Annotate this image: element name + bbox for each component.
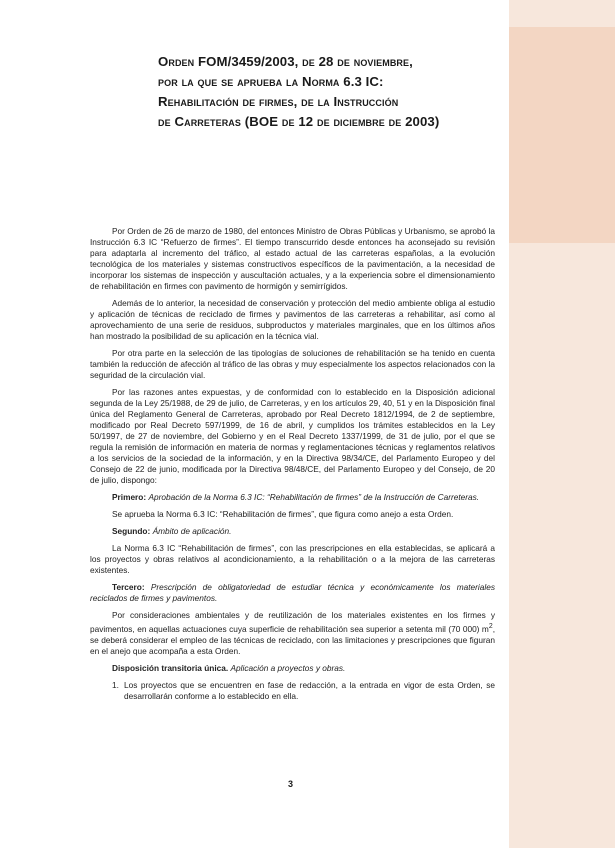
- transitional-provision: [90, 663, 495, 674]
- paragraph-approval: Se aprueba la Norma 6.3 IC: “Rehabilitación de firmes”, que figura como anejo a esta Orden.: [112, 509, 454, 519]
- list-item-text: Los proyectos que se encuentren en fase de redacción, a la entrada en vigor de esta Orden, se desarrollarán conforme a lo establecido en ella.: [124, 679, 495, 701]
- paragraph-scope: La Norma 6.3 IC “Rehabilitación de firmes”, con las prescripciones en ella establecidas, se aplicará a los proyectos y obras relativos al acondicionamiento, a la rehabilitación o a la mejora de las carreteras existentes.: [90, 543, 495, 575]
- article-segundo-label: Segundo:: [112, 526, 151, 536]
- document-title: [158, 52, 508, 132]
- transitional-provision-label: Disposición transitoria única.: [112, 662, 229, 673]
- title-line-3: Rehabilitación de firmes, de la Instrucción: [158, 94, 399, 109]
- document-body: [90, 226, 495, 708]
- title-line-4: de Carreteras (BOE de 12 de diciembre de 2003): [158, 114, 440, 129]
- transitional-provision-text: Aplicación a proyectos y obras.: [230, 662, 346, 673]
- page-number: 3: [288, 779, 294, 789]
- article-tercero-text: Prescripción de obligatoriedad de estudiar técnica y económicamente los materiales reciclados de firmes y pavimentos.: [90, 582, 495, 603]
- side-color-band-accent: [509, 27, 615, 243]
- superscript-2: 2: [488, 623, 493, 630]
- article-primero-text: Aprobación de la Norma 6.3 IC: “Rehabilitación de firmes” de la Instrucción de Carreteras.: [148, 492, 480, 502]
- article-tercero: [90, 582, 495, 604]
- paragraph-environment: Además de lo anterior, la necesidad de conservación y protección del medio ambiente obliga al estudio y aplicación de técnicas de reciclado de firmes y pavimentos de las carreteras a rehabilitar, así como al aprovechamiento de una serie de residuos, subproductos y materiales marginales, que en los últimos años han mostrado la posibilidad de su aplicación en la técnica vial.: [90, 298, 495, 341]
- article-segundo-text: Ámbito de aplicación.: [152, 526, 232, 536]
- list-item-number: 1.: [112, 679, 119, 690]
- article-primero-label: Primero:: [112, 492, 147, 502]
- paragraph-recycling-a: Por consideraciones ambientales y de reutilización de los materiales existentes en los firmes y pavimentos, en aquellas actuaciones cuya superficie de rehabilitación sea superior a setenta mil (70 000) m: [90, 610, 495, 634]
- paragraph-intro: Por Orden de 26 de marzo de 1980, del entonces Ministro de Obras Públicas y Urbanismo, se aprobó la Instrucción 6.3 IC “Refuerzo de firmes”. El tiempo transcurrido desde entonces ha aconsejado su revisión para adaptarla al incremento del tráfico, al estado actual de las carreteras españolas, a la evolución tecnológica de los materiales y sistemas constructivos específicos de la pavimentación, a la necesidad de incorporar los sistemas de inspección y auscultación actuales, y a la experiencia sobre el dimensionamiento de rehabilitación en firmes con pavimento de hormigón y semirrígidos.: [90, 226, 495, 291]
- title-line-1: Orden FOM/3459/2003, de 28 de noviembre,: [158, 54, 413, 69]
- title-line-2: por la que se aprueba la Norma 6.3 IC:: [158, 74, 384, 89]
- article-primero: [90, 492, 495, 503]
- paragraph-safety: Por otra parte en la selección de las tipologías de soluciones de rehabilitación se ha tenido en cuenta también la reducción de afección al tráfico de las obras y muy especialmente los aspectos relacionados con la seguridad de la circulación vial.: [90, 348, 495, 380]
- list-item: [90, 680, 495, 702]
- paragraph-recycling-b: , se deberá considerar el empleo de las técnicas de reciclado, con las limitaciones y prescripciones que figuran en el anejo que acompaña a esta Orden.: [90, 623, 495, 656]
- article-segundo: [90, 526, 495, 537]
- paragraph-legal-basis: Por las razones antes expuestas, y de conformidad con lo establecido en la Disposición adicional segunda de la Ley 25/1988, de 29 de julio, de Carreteras, y en los artículos 29, 40, 51 y en la Disposición final única del Reglamento General de Carreteras, aprobado por Real Decreto 1812/1994, de 2 de septiembre, modificado por Real Decreto 597/1999, de 16 de abril, y cumplidos los trámites establecidos en la Ley 50/1997, de 27 de noviembre, del Gobierno y en el Real Decreto 1337/1999, de 31 de julio, por el que se regula la remisión de información en materia de normas y reglamentaciones técnicas y reglamentos relativos a los servicios de la sociedad de la información, y en la Directiva 98/34/CE, del Parlamento Europeo y del Consejo de 22 de junio, modificada por la Directiva 98/48/CE, del Parlamento Europeo y del Consejo, de 20 de julio, dispongo:: [90, 387, 495, 485]
- paragraph-recycling: [90, 610, 495, 657]
- article-tercero-label: Tercero:: [112, 582, 145, 592]
